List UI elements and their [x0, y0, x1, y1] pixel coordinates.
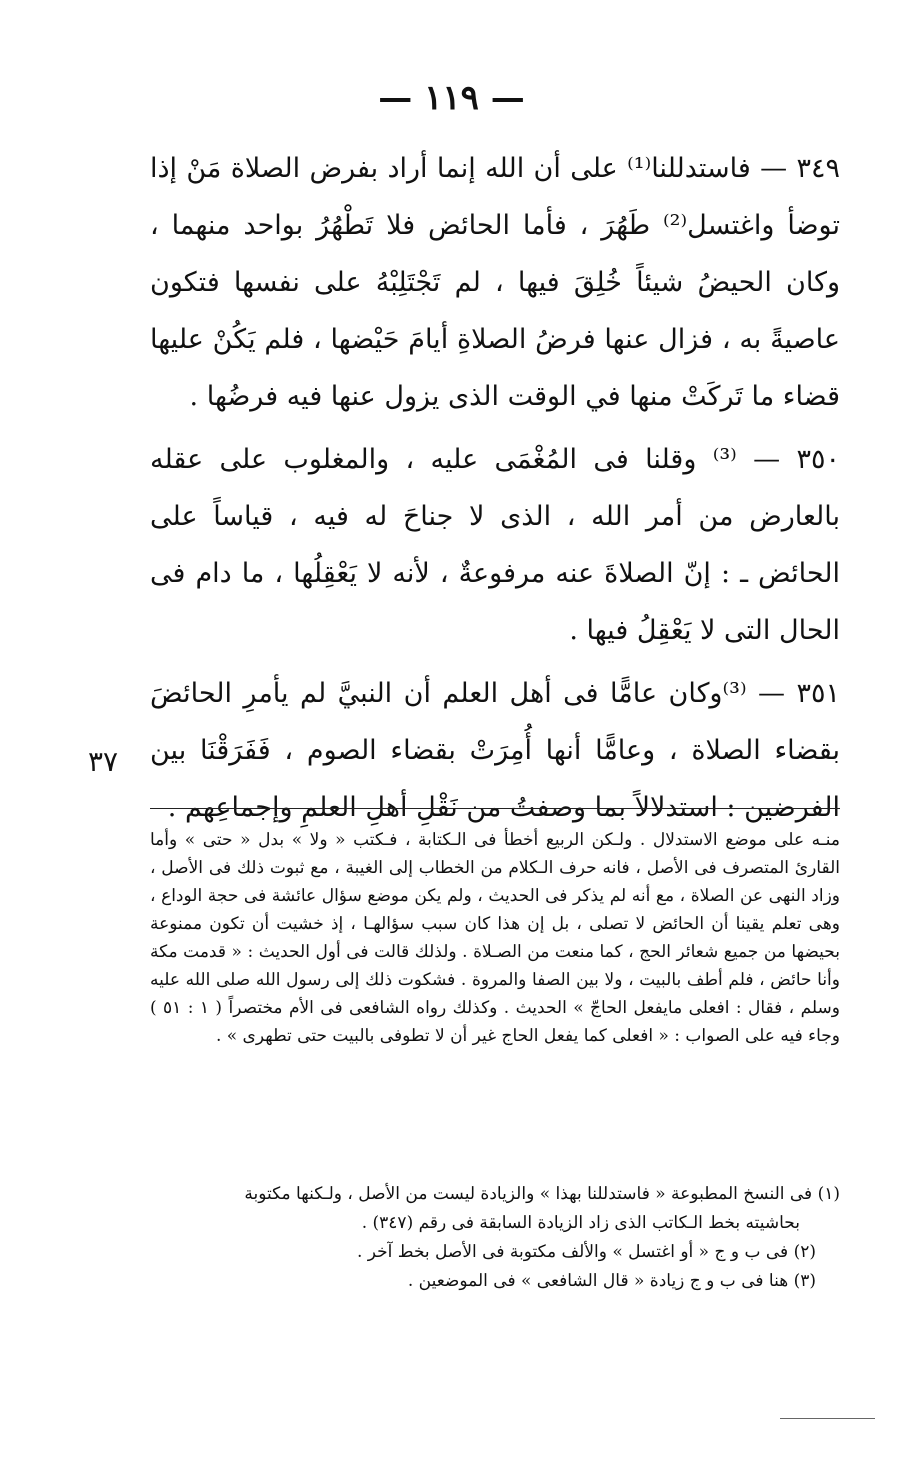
paragraph-351: ٣٥١ — ⁽³⁾وكان عامًّا فى أهل العلم أن النبيَّ لم يأمرِ الحائضَ بقضاء الصلاة ، وعامًّا أنها أُمِرَتْ بقضاء الصوم ، فَفَرَقْنَا بين الفرضين : استدلالاً بما وصفتُ من نَقْلِ أهلِ العلمِ وإجماعِهم .	[150, 678, 840, 823]
main-text	[150, 140, 840, 842]
commentary-text: منـه على موضع الاستدلال . ولـكن الربيع أخطأ فى الـكتابة ، فـكتب « ولا » بدل « حتى » وأما القارئ المتصرف فى الأصل ، فانه حرف الـكلام من الخطاب إلى الغيبة ، مع ثبوت ذلك فى الأصل ، وزاد النهى عن الصلاة ، مع أنه لم يذكر فى الحديث ، ولم يكن موضع سؤال عائشة فى حجة الوداع ، وهى تعلم يقينا أن الحائض لا تصلى ، بل إن هذا كان سبب سؤالهـا ، إذ خشيت أن تكون ممنوعة بحيضها من جميع شعائر الحج ، كما منعت من الصـلاة . ولذلك قالت فى أول الحديث : « قدمت مكة وأنا حائض ، فلم أطف بالبيت ، ولا بين الصفا والمروة . فشكوت ذلك إلى رسول الله صلى الله عليه وسلم ، فقال : افعلى مايفعل الحاجّ » الحديث . وكذلك رواه الشافعى فى الأم مختصراً ( ١ : ٥١ ) وجاء فيه على الصواب : « افعلى كما يفعل الحاج غير أن لا تطوفى بالبيت حتى تطهرى » .	[150, 830, 840, 1046]
margin-number: ٣٧	[88, 745, 119, 778]
footnote-1-continuation: بحاشيته بخط الـكاتب الذى زاد الزيادة السابقة فى رقم (٣٤٧) .	[361, 1213, 800, 1233]
paragraph-350: ٣٥٠ — ⁽³⁾ وقلنا فى المُغْمَى عليه ، والمغلوب على عقله بالعارض من أمر الله ، الذى لا جناحَ له فيه ، قياساً على الحائض ـ : إنّ الصلاةَ عنه مرفوعةٌ ، لأنه لا يَعْقِلُها ، ما دام فى الحال التى لا يَعْقِلُ فيها .	[150, 444, 841, 646]
footnote-2: (٢) فى ب و ج « أو اغتسل » والألف مكتوبة فى الأصل بخط آخر .	[356, 1242, 816, 1262]
bottom-rule	[780, 1418, 875, 1419]
paragraph-349: ٣٤٩ — فاستدللنا⁽¹⁾ على أن الله إنما أراد بفرض الصلاة مَنْ إذا توضأ واغتسل⁽²⁾ طَهُرَ ، فأما الحائض فلا تَطْهُرُ بواحد منهما ، وكان الحيضُ شيئاً خُلِقَ فيها ، لم تَجْتَلِبْهُ على نفسها فتكون عاصيةً به ، فزال عنها فرضُ الصلاةِ أيامَ حَيْضها ، فلم يَكُنْ عليها قضاء ما تَركَتْ منها في الوقت الذى يزول عنها فيه فرضُها .	[150, 153, 840, 412]
footnote-divider	[150, 808, 840, 809]
page-number: — ١١٩ —	[378, 78, 525, 118]
footnote-1: (١) فى النسخ المطبوعة « فاستدللنا بهذا » والزيادة ليست من الأصل ، ولـكنها مكتوبة	[244, 1184, 840, 1204]
footnotes	[150, 1180, 840, 1296]
footnote-3: (٣) هنا فى ب و ج زيادة « قال الشافعى » فى الموضعين .	[407, 1271, 816, 1291]
